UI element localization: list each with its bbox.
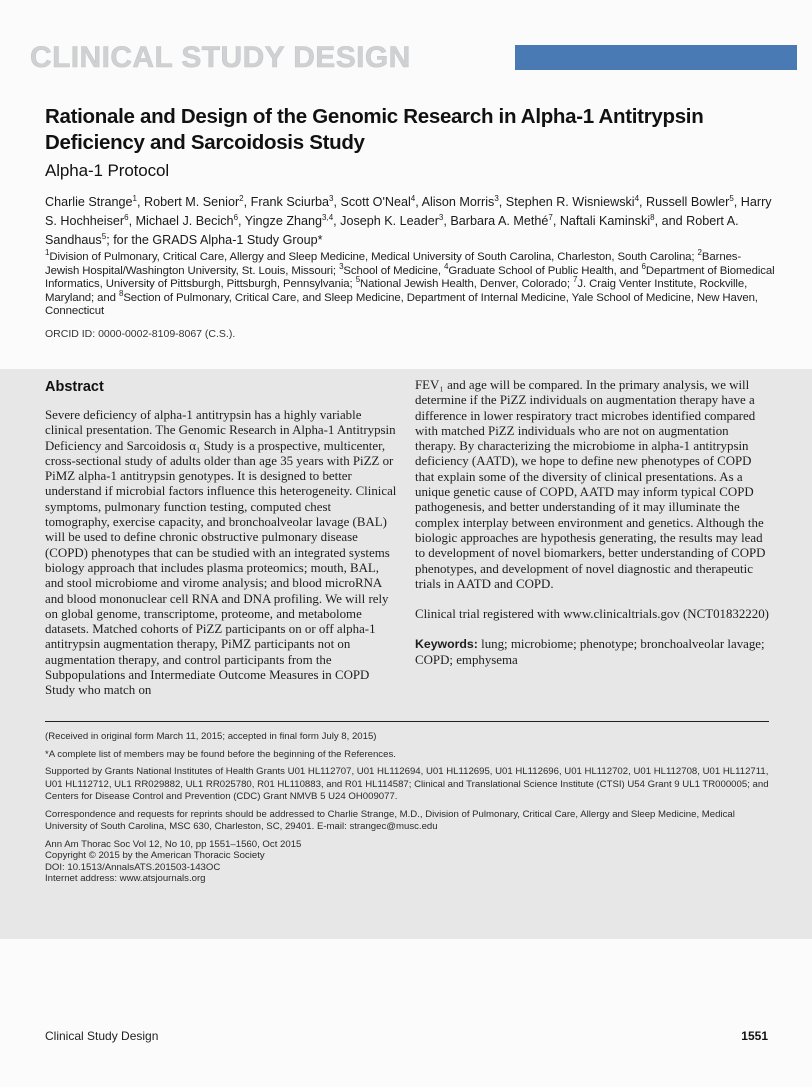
keywords-list: lung; microbiome; phenotype; bronchoalveolar lavage; COPD; emphysema <box>415 637 765 667</box>
publication-info <box>45 839 775 885</box>
article-title: Rationale and Design of the Genomic Research in Alpha-1 Antitrypsin Deficiency and Sarcoidosis Study <box>45 105 704 154</box>
author-affiliation-marker: 3 <box>329 193 334 203</box>
article-subtitle: Alpha-1 Protocol <box>45 161 170 180</box>
affiliation-number: 3 <box>339 261 344 271</box>
section-banner-accent-bar <box>515 45 797 70</box>
author-list: Charlie Strange$^1$, Robert M. Senior$^2$, Frank Sciurba$^3$, Scott O'Neal$^4$, Alison Morris$^3$, Stephen R. Wisniewski$^4$, Russell Bowler$^5$, Harry S. Hochheiser$^6$, Michael J. Becich$^6$, Yingze Zhang$^{3,4}$, Joseph K. Leader$^3$, Barbara A. Methé$^7$, Naftali Kaminski$^8$, and Robert A. Sandhaus$^5$; for the GRADS Alpha-1 Study Group* <box>45 193 772 247</box>
affiliation-text: J. Craig Venter Institute, Rockville, Maryland; and <box>45 278 748 304</box>
affiliation-text: Barnes-Jewish Hospital/Washington University, St. Louis, Missouri; <box>45 251 742 277</box>
funding-statement: Supported by Grants National Institutes of Health Grants U01 HL112707, U01 HL112694, U01 HL112695, U01 HL112696, U01 HL112702, U01 HL112708, U01 HL112711, U01 HL112712, UL1 RR029882, UL1 RR025780, R01 HL110883, and R01 HL114587; Clinical and Translational Science Institute (CTSI) U54 Grant 9 UL1 TR000005; and Centers for Disease Control and Prevention (CDC) Grant NMVB 5 U24 OH009077. <box>45 766 769 802</box>
affiliation-text: School of Medicine, <box>343 264 444 277</box>
affiliation-number: 8 <box>118 288 124 298</box>
study-group: for the GRADS Alpha-1 Study Group* <box>113 233 323 247</box>
affiliation-number: 4 <box>444 261 449 271</box>
abstract-column-right <box>415 378 770 668</box>
copyright: Copyright © 2015 by the American Thoracic Society <box>45 850 265 861</box>
affiliation-text: National Jewish Health, Denver, Colorado; <box>360 278 574 290</box>
affiliation-number: 1 <box>45 248 50 258</box>
author-affiliation-marker: 7 <box>548 212 553 222</box>
author-affiliation-marker: 4 <box>410 193 416 203</box>
author-affiliation-marker: 8 <box>650 212 655 222</box>
abstract-column-left <box>45 408 397 699</box>
citation: Ann Am Thorac Soc Vol 12, No 10, pp 1551–1560, Oct 2015 <box>45 838 302 850</box>
author-affiliation-marker: 5 <box>101 231 107 241</box>
author-name: Joseph K. Leader <box>340 214 439 228</box>
footnotes <box>45 731 775 885</box>
author-affiliation-marker: 3 <box>438 212 444 222</box>
author-name: Barbara A. Methé <box>450 214 549 228</box>
author-name: Stephen R. Wisniewski <box>505 195 635 209</box>
abstract-text-right: FEV₁ and age will be compared. In the primary analysis, we will determine if the PiZZ individuals on augmentation therapy have a difference in lower respiratory tract microbes identified compared with matched PiZZ individuals who are not on augmentation therapy. By characterizing the microbiome in alpha-1 antitrypsin deficiency (AATD), we hope to define new phenotypes of COPD that explain some of the diversity of clinical presentations. As a unique genetic cause of COPD, AATD may inform typical COPD pathogenesis, and better understanding of it may illuminate the complex interplay between environment and genetics. Although the biologic approaches are hypothesis generating, the results may lead to development of novel biomarkers, better understanding of COPD phenotypes, and development of novel diagnostic and therapeutic trials in AATD and COPD. <box>415 378 766 591</box>
affiliation-number: 5 <box>355 275 361 285</box>
author-affiliation-marker: 2 <box>239 193 244 203</box>
affiliation-text: Graduate School of Public Health, and <box>448 264 642 277</box>
abstract-text-left: Severe deficiency of alpha-1 antitrypsin has a highly variable clinical presentation. The Genomic Research in Alpha-1 Antitrypsin Deficiency and Sarcoidosis α₁ Study is a prospective, multicenter, cross-sectional study of adults older than age 35 years with PiZZ or PiMZ alpha-1 antitrypsin genotypes. It is designed to better understand if microbial factors influence this heterogeneity. Clinical symptoms, pulmonary function testing, computed chest tomography, exercise capacity, and bronchoalveolar lavage (BAL) will be used to define chronic obstructive pulmonary disease (COPD) phenotypes that can be studied with an integrated systems biology approach that includes plasma proteomics; mouth, BAL, and stool microbiome and virome analysis; and blood microRNA and blood mononuclear cell RNA and DNA profiling. We will rely on global genome, transcriptome, proteome, and metabolome datasets. Matched cohorts of PiZZ participants on or off alpha-1 antitrypsin augmentation therapy, PiMZ participants not on augmentation therapy, and control participants from the Subpopulations and Intermediate Outcome Measures in COPD Study who match on <box>45 408 397 698</box>
affiliation-number: 6 <box>641 261 646 271</box>
affiliations <box>45 248 775 319</box>
author-name: Yingze Zhang <box>244 214 323 228</box>
author-name: Alison Morris <box>421 195 495 209</box>
correspondence: Correspondence and requests for reprints should be addressed to Charlie Strange, M.D., Division of Pulmonary, Critical Care, Allergy and Sleep Medicine, Medical University of South Carolina, MSC 630, Charleston, SC, 29401. E-mail: strangec@musc.edu <box>45 808 735 832</box>
doi: DOI: 10.1513/AnnalsATS.201503-143OC <box>45 861 221 873</box>
author-name: Harry S. Hochheiser <box>45 195 772 228</box>
author-name: Frank Sciurba <box>250 195 330 209</box>
keywords-label: Keywords: <box>415 637 478 652</box>
internet-address: Internet address: www.atsjournals.org <box>45 873 206 884</box>
author-affiliation-marker: 1 <box>132 193 137 203</box>
author-name: Charlie Strange <box>45 195 133 209</box>
affiliation-number: 2 <box>697 248 702 258</box>
author-name: Robert M. Senior <box>143 195 240 209</box>
author-name: Michael J. Becich <box>135 214 234 228</box>
author-affiliation-marker: 3,4 <box>322 212 334 222</box>
author-affiliation-marker: 4 <box>634 193 640 203</box>
author-name: Russell Bowler <box>646 195 730 209</box>
author-name: Robert A. Sandhaus <box>45 214 739 247</box>
abstract-heading: Abstract <box>45 379 104 395</box>
affiliation-text: Section of Pulmonary, Critical Care, and Sleep Medicine, Department of Internal Medicine, Yale School of Medicine, New Haven, Connecticut <box>45 291 758 317</box>
trial-registration: Clinical trial registered with www.clinicaltrials.gov (NCT01832220) <box>415 607 769 622</box>
received-dates: (Received in original form March 11, 2015; accepted in final form July 8, 2015) <box>45 731 377 742</box>
orcid-id: ORCID ID: 0000-0002-8109-8067 (C.S.). <box>45 328 236 340</box>
affiliation-text: Division of Pulmonary, Critical Care, Allergy and Sleep Medicine, Medical University of South Carolina, Charleston, South Carolina; <box>49 251 698 263</box>
author-affiliation-marker: 5 <box>729 193 734 203</box>
section-banner-label: CLINICAL STUDY DESIGN <box>30 41 411 74</box>
author-name: Naftali Kaminski <box>559 214 651 228</box>
author-affiliation-marker: 6 <box>233 212 239 222</box>
footnote-divider <box>45 721 769 722</box>
running-footer-title: Clinical Study Design <box>45 1029 159 1043</box>
affiliation-text: Department of Biomedical Informatics, University of Pittsburgh, Pittsburgh, Pennsylvania; <box>45 264 775 290</box>
keywords <box>415 637 770 668</box>
author-affiliation-marker: 3 <box>494 193 499 203</box>
affiliation-number: 7 <box>573 275 578 285</box>
section-banner <box>30 40 770 76</box>
members-note: *A complete list of members may be found before the beginning of the References. <box>45 748 396 760</box>
page-number: 1551 <box>741 1029 768 1043</box>
author-name: Scott O'Neal <box>340 195 411 209</box>
author-affiliation-marker: 6 <box>124 212 129 222</box>
